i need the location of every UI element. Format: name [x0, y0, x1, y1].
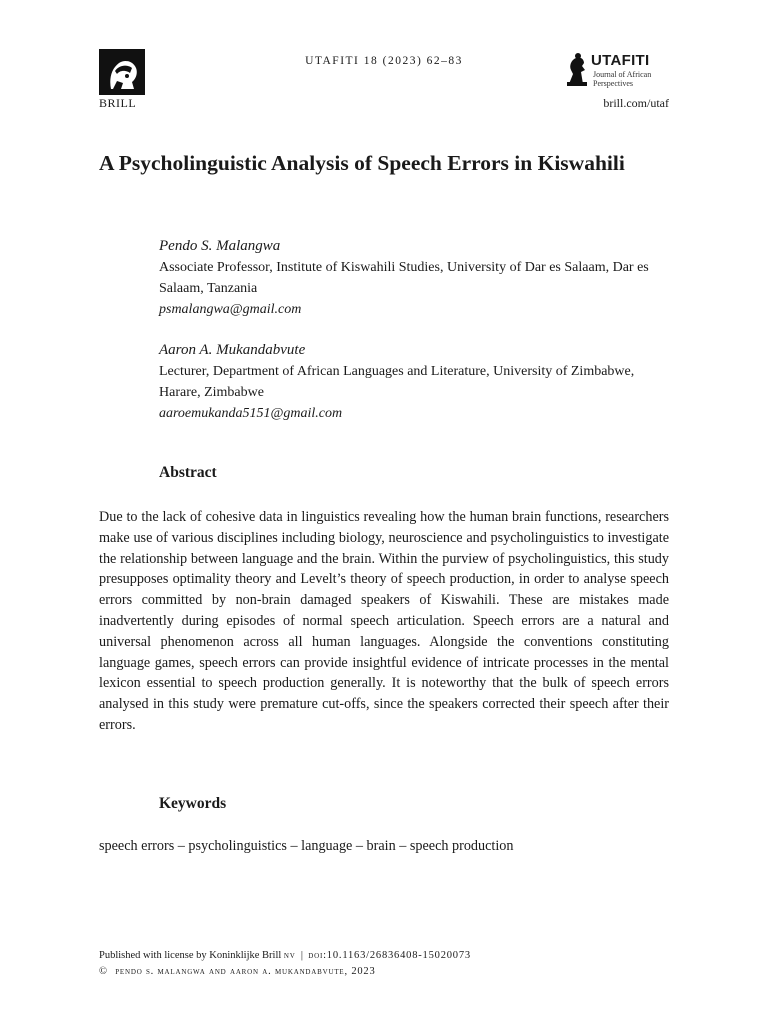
journal-logo-subtitle: Journal of African Perspectives: [593, 70, 652, 88]
author-email[interactable]: psmalangwa@gmail.com: [159, 302, 302, 317]
license-nv: nv: [283, 950, 296, 961]
license-line: [99, 950, 471, 961]
author-block: [159, 340, 669, 424]
copyright-symbol: ©: [99, 966, 108, 977]
journal-url[interactable]: brill.com/utaf: [603, 96, 669, 110]
keywords-text: speech errors – psycholinguistics – language – brain – speech production: [99, 838, 514, 854]
footer-separator: |: [300, 950, 303, 961]
abstract-text: Due to the lack of cohesive data in linguistics revealing how the human brain functions, researchers make use of various disciplines including biology, neuroscience and psycholinguistics to investigate the relationship between language and the brain. Within the purview of psycholinguistics, this study presupposes optimality theory and Levelt’s theory of speech production, in order to analyse speech errors committed by non-brain damaged speakers of Kiswahili. These are mistakes made inadvertently during episodes of normal speech articulation. Speech errors are a natural and universal phenomenon across all human languages. Alongside the conventions constituting language games, speech errors can provide insightful evidence of intricate processes in the mental lexicon essential to speech production generally. It is noteworthy that the bulk of speech errors analysed in this study were premature cut-offs, since the speakers corrected their speech after their errors.: [99, 509, 669, 733]
doi-link[interactable]: doi:10.1163/26836408-15020073: [308, 950, 471, 961]
journal-logo-name: UTAFITI: [591, 52, 650, 69]
author-email[interactable]: aaroemukanda5151@gmail.com: [159, 406, 343, 421]
journal-citation: UTAFITI 18 (2023) 62–83: [305, 55, 463, 67]
keywords-heading: Keywords: [159, 795, 227, 812]
license-text: Published with license by Koninklijke Brill: [99, 950, 282, 961]
author-block: [159, 236, 669, 320]
author-name: Pendo S. Malangwa: [159, 238, 281, 254]
article-title: A Psycholinguistic Analysis of Speech Errors in Kiswahili: [99, 151, 625, 175]
copyright-text: pendo s. malangwa and aaron a. mukandabvute, 2023: [115, 966, 376, 977]
publisher-label: BRILL: [99, 96, 137, 110]
utafiti-logo-icon: [565, 52, 589, 86]
abstract-heading: Abstract: [159, 464, 217, 481]
author-affiliation: Associate Professor, Institute of Kiswahili Studies, University of Dar es Salaam, Dar es Salaam, Tanzania: [159, 260, 649, 296]
author-name: Aaron A. Mukandabvute: [159, 342, 306, 358]
copyright-line: [99, 966, 376, 977]
author-affiliation: Lecturer, Department of African Languages and Literature, University of Zimbabwe, Harare, Zimbabwe: [159, 364, 635, 400]
